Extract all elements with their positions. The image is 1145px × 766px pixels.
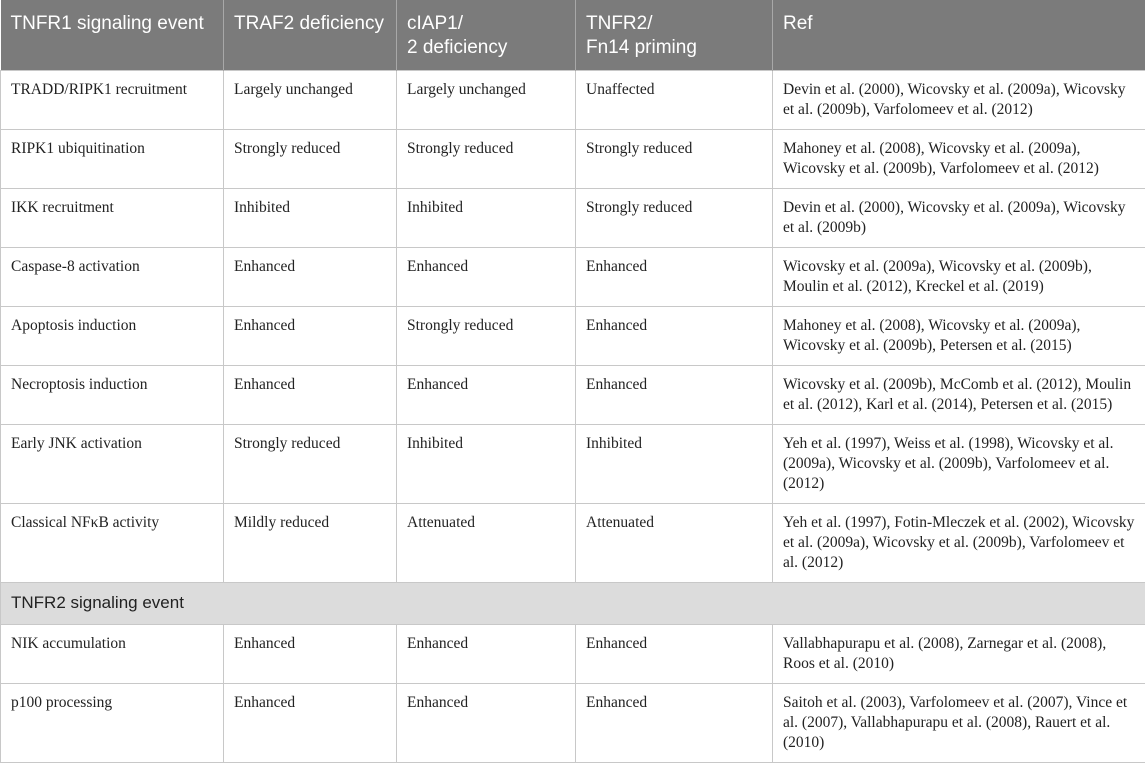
- cell-ref: Devin et al. (2000), Wicovsky et al. (2009a), Wicovsky et al. (2009b): [773, 189, 1145, 248]
- cell-traf2: Enhanced: [224, 248, 397, 307]
- table-row: [1, 71, 1145, 130]
- cell-traf2: Largely unchanged: [224, 71, 397, 130]
- cell-ref: Yeh et al. (1997), Fotin-Mleczek et al. (2002), Wicovsky et al. (2009a), Wicovsky et al. (2009b), Varfolomeev et al. (2012): [773, 504, 1145, 583]
- cell-tnfr2: Enhanced: [576, 248, 773, 307]
- header-event: [1, 0, 224, 71]
- table-row: [1, 366, 1145, 425]
- cell-event: Caspase-8 activation: [1, 248, 224, 307]
- cell-event: TRADD/RIPK1 recruitment: [1, 71, 224, 130]
- table-row: [1, 189, 1145, 248]
- cell-ciap: Attenuated: [397, 504, 576, 583]
- cell-tnfr2: Enhanced: [576, 307, 773, 366]
- cell-event: RIPK1 ubiquitination: [1, 130, 224, 189]
- header-ciap-label-1: cIAP1/: [407, 13, 463, 34]
- cell-traf2: Mildly reduced: [224, 504, 397, 583]
- section-header-row: [1, 583, 1145, 625]
- cell-tnfr2: Enhanced: [576, 684, 773, 763]
- table-row: [1, 248, 1145, 307]
- cell-ref: Vallabhapurapu et al. (2008), Zarnegar et al. (2008), Roos et al. (2010): [773, 625, 1145, 684]
- cell-tnfr2: Enhanced: [576, 625, 773, 684]
- header-tnfr2: [576, 0, 773, 71]
- cell-ciap: Inhibited: [397, 189, 576, 248]
- header-ciap: [397, 0, 576, 71]
- table-row: [1, 625, 1145, 684]
- cell-ciap: Enhanced: [397, 625, 576, 684]
- cell-tnfr2: Enhanced: [576, 366, 773, 425]
- cell-ref: Mahoney et al. (2008), Wicovsky et al. (2009a), Wicovsky et al. (2009b), Varfolomeev et al. (2012): [773, 130, 1145, 189]
- header-ref: [773, 0, 1145, 71]
- cell-ciap: Enhanced: [397, 248, 576, 307]
- cell-ciap: Inhibited: [397, 425, 576, 504]
- header-traf2: [224, 0, 397, 71]
- header-tnfr2-label-1: TNFR2/: [586, 13, 653, 34]
- cell-ref: Devin et al. (2000), Wicovsky et al. (2009a), Wicovsky et al. (2009b), Varfolomeev et al. (2012): [773, 71, 1145, 130]
- cell-ciap: Enhanced: [397, 684, 576, 763]
- table-row: [1, 684, 1145, 763]
- header-event-label: TNFR1 signaling event: [10, 13, 204, 34]
- cell-traf2: Enhanced: [224, 366, 397, 425]
- cell-event: Early JNK activation: [1, 425, 224, 504]
- cell-traf2: Strongly reduced: [224, 130, 397, 189]
- header-tnfr2-label-2: Fn14 priming: [586, 37, 697, 58]
- table-row: [1, 504, 1145, 583]
- table-row: [1, 307, 1145, 366]
- section-title: TNFR2 signaling event: [1, 583, 1145, 625]
- cell-traf2: Enhanced: [224, 307, 397, 366]
- cell-traf2: Enhanced: [224, 625, 397, 684]
- cell-ciap: Largely unchanged: [397, 71, 576, 130]
- cell-event: NIK accumulation: [1, 625, 224, 684]
- cell-ciap: Strongly reduced: [397, 307, 576, 366]
- cell-event: IKK recruitment: [1, 189, 224, 248]
- cell-tnfr2: Strongly reduced: [576, 130, 773, 189]
- header-traf2-label: TRAF2 deficiency: [234, 13, 384, 34]
- cell-event: Classical NFκB activity: [1, 504, 224, 583]
- header-row: [1, 0, 1145, 71]
- cell-ref: Mahoney et al. (2008), Wicovsky et al. (2009a), Wicovsky et al. (2009b), Petersen et al. (2015): [773, 307, 1145, 366]
- cell-event: Apoptosis induction: [1, 307, 224, 366]
- cell-event: p100 processing: [1, 684, 224, 763]
- cell-ref: Yeh et al. (1997), Weiss et al. (1998), Wicovsky et al. (2009a), Wicovsky et al. (2009b), Varfolomeev et al. (2012): [773, 425, 1145, 504]
- cell-event: Necroptosis induction: [1, 366, 224, 425]
- header-ref-label: Ref: [783, 13, 813, 34]
- cell-traf2: Strongly reduced: [224, 425, 397, 504]
- header-ciap-label-2: 2 deficiency: [407, 37, 508, 58]
- cell-ref: Wicovsky et al. (2009a), Wicovsky et al. (2009b), Moulin et al. (2012), Kreckel et al. (2019): [773, 248, 1145, 307]
- cell-traf2: Inhibited: [224, 189, 397, 248]
- cell-traf2: Enhanced: [224, 684, 397, 763]
- table-row: [1, 130, 1145, 189]
- cell-ciap: Enhanced: [397, 366, 576, 425]
- cell-tnfr2: Unaffected: [576, 71, 773, 130]
- table-row: [1, 425, 1145, 504]
- cell-ciap: Strongly reduced: [397, 130, 576, 189]
- cell-ref: Saitoh et al. (2003), Varfolomeev et al. (2007), Vince et al. (2007), Vallabhapurapu et al. (2008), Rauert et al. (2010): [773, 684, 1145, 763]
- cell-tnfr2: Strongly reduced: [576, 189, 773, 248]
- cell-tnfr2: Inhibited: [576, 425, 773, 504]
- cell-tnfr2: Attenuated: [576, 504, 773, 583]
- cell-ref: Wicovsky et al. (2009b), McComb et al. (2012), Moulin et al. (2012), Karl et al. (2014), Petersen et al. (2015): [773, 366, 1145, 425]
